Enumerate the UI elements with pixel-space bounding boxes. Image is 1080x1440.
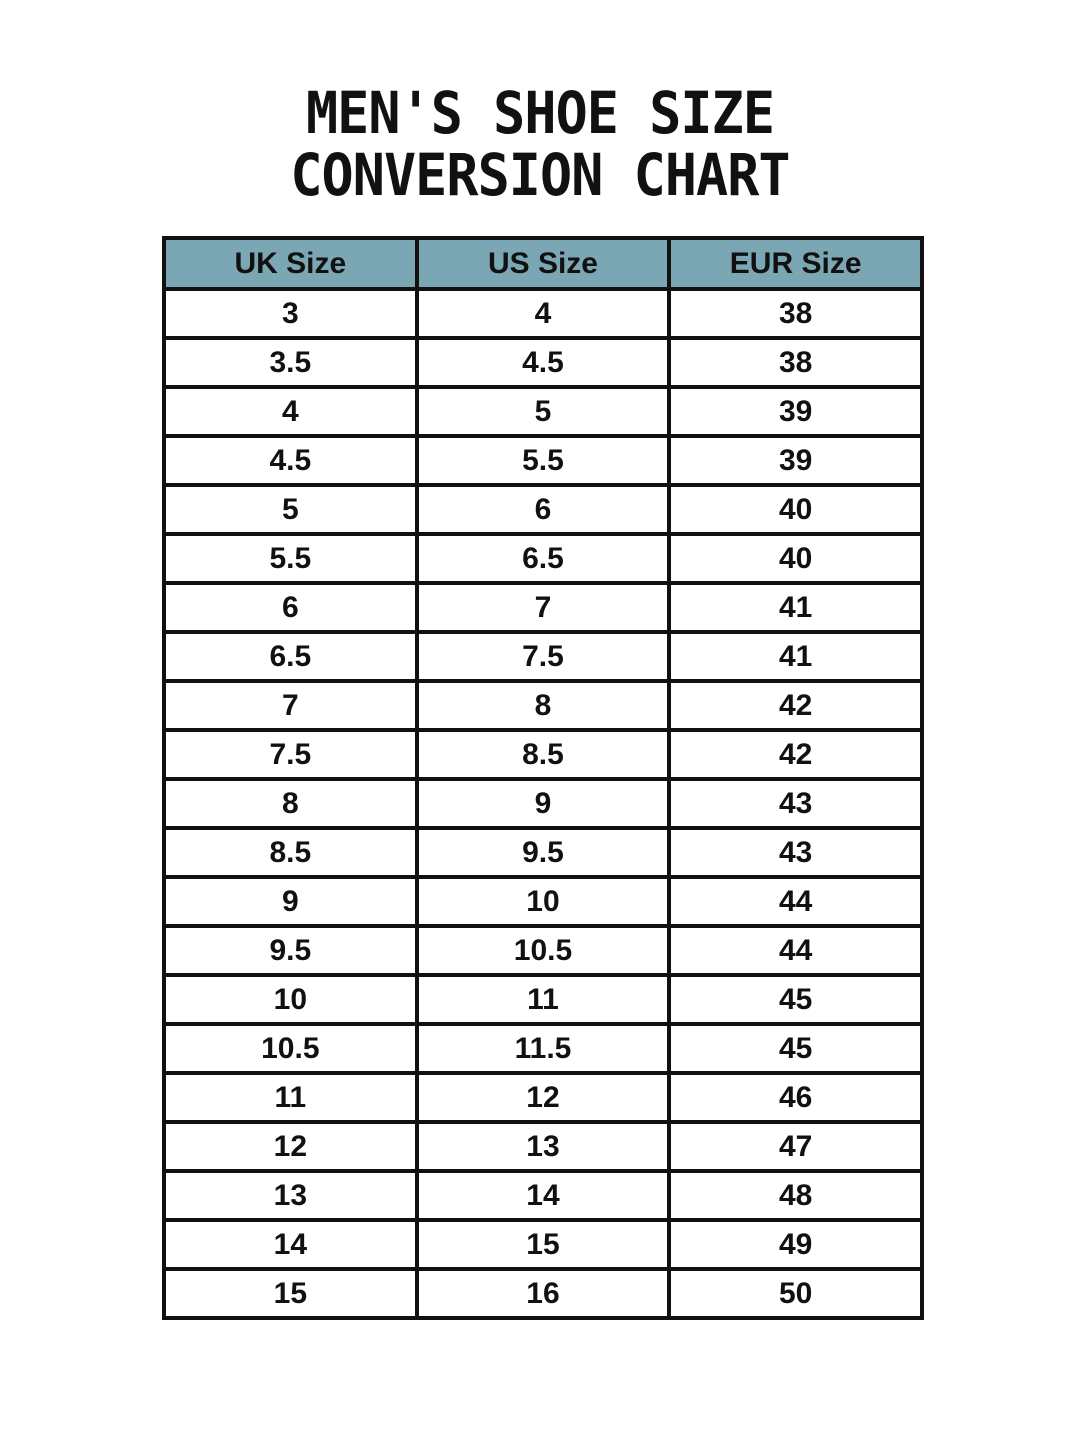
uk-size-cell: 5 [164,485,417,534]
table-row [164,583,922,632]
us-size-cell: 16 [417,1269,670,1318]
table-row [164,387,922,436]
table-row [164,1220,922,1269]
eur-size-cell: 41 [669,583,922,632]
table-row [164,828,922,877]
eur-size-cell: 39 [669,387,922,436]
eur-size-cell: 40 [669,485,922,534]
uk-size-cell: 12 [164,1122,417,1171]
us-size-cell: 9 [417,779,670,828]
table-row [164,779,922,828]
eur-size-cell: 45 [669,975,922,1024]
uk-size-cell: 6 [164,583,417,632]
table-row [164,926,922,975]
table-row [164,534,922,583]
table-row [164,1269,922,1318]
header-eur-size: EUR Size [669,238,922,289]
uk-size-cell: 9.5 [164,926,417,975]
eur-size-cell: 41 [669,632,922,681]
us-size-cell: 5.5 [417,436,670,485]
us-size-cell: 14 [417,1171,670,1220]
uk-size-cell: 5.5 [164,534,417,583]
eur-size-cell: 50 [669,1269,922,1318]
us-size-cell: 8.5 [417,730,670,779]
uk-size-cell: 15 [164,1269,417,1318]
table-row [164,877,922,926]
eur-size-cell: 42 [669,681,922,730]
chart-title [43,79,1037,209]
table-row [164,289,922,338]
eur-size-cell: 40 [669,534,922,583]
us-size-cell: 6 [417,485,670,534]
us-size-cell: 15 [417,1220,670,1269]
header-uk-size: UK Size [164,238,417,289]
table-row [164,1073,922,1122]
uk-size-cell: 7.5 [164,730,417,779]
chart-title-line-1: MEN'S SHOE SIZE [305,79,775,147]
eur-size-cell: 48 [669,1171,922,1220]
us-size-cell: 7.5 [417,632,670,681]
table-row [164,975,922,1024]
us-size-cell: 6.5 [417,534,670,583]
eur-size-cell: 47 [669,1122,922,1171]
eur-size-cell: 44 [669,926,922,975]
header-us-size: US Size [417,238,670,289]
eur-size-cell: 39 [669,436,922,485]
us-size-cell: 10.5 [417,926,670,975]
table-row [164,485,922,534]
eur-size-cell: 42 [669,730,922,779]
uk-size-cell: 4.5 [164,436,417,485]
us-size-cell: 8 [417,681,670,730]
header-row [164,238,922,289]
uk-size-cell: 4 [164,387,417,436]
us-size-cell: 9.5 [417,828,670,877]
table-row [164,730,922,779]
table-row [164,681,922,730]
eur-size-cell: 45 [669,1024,922,1073]
uk-size-cell: 14 [164,1220,417,1269]
table-row [164,1171,922,1220]
size-conversion-table [162,236,924,1320]
table-row [164,632,922,681]
table-row [164,338,922,387]
us-size-cell: 4.5 [417,338,670,387]
chart-title-line-2: CONVERSION CHART [290,141,790,209]
eur-size-cell: 43 [669,828,922,877]
eur-size-cell: 44 [669,877,922,926]
uk-size-cell: 8.5 [164,828,417,877]
uk-size-cell: 10 [164,975,417,1024]
uk-size-cell: 9 [164,877,417,926]
uk-size-cell: 13 [164,1171,417,1220]
eur-size-cell: 46 [669,1073,922,1122]
uk-size-cell: 11 [164,1073,417,1122]
table-row [164,1122,922,1171]
us-size-cell: 13 [417,1122,670,1171]
table-row [164,436,922,485]
us-size-cell: 11.5 [417,1024,670,1073]
us-size-cell: 11 [417,975,670,1024]
table-row [164,1024,922,1073]
uk-size-cell: 3.5 [164,338,417,387]
eur-size-cell: 38 [669,338,922,387]
us-size-cell: 12 [417,1073,670,1122]
us-size-cell: 7 [417,583,670,632]
eur-size-cell: 43 [669,779,922,828]
uk-size-cell: 10.5 [164,1024,417,1073]
uk-size-cell: 8 [164,779,417,828]
table-body [164,289,922,1318]
uk-size-cell: 7 [164,681,417,730]
us-size-cell: 10 [417,877,670,926]
table-header [164,238,922,289]
uk-size-cell: 6.5 [164,632,417,681]
eur-size-cell: 38 [669,289,922,338]
us-size-cell: 4 [417,289,670,338]
us-size-cell: 5 [417,387,670,436]
uk-size-cell: 3 [164,289,417,338]
eur-size-cell: 49 [669,1220,922,1269]
